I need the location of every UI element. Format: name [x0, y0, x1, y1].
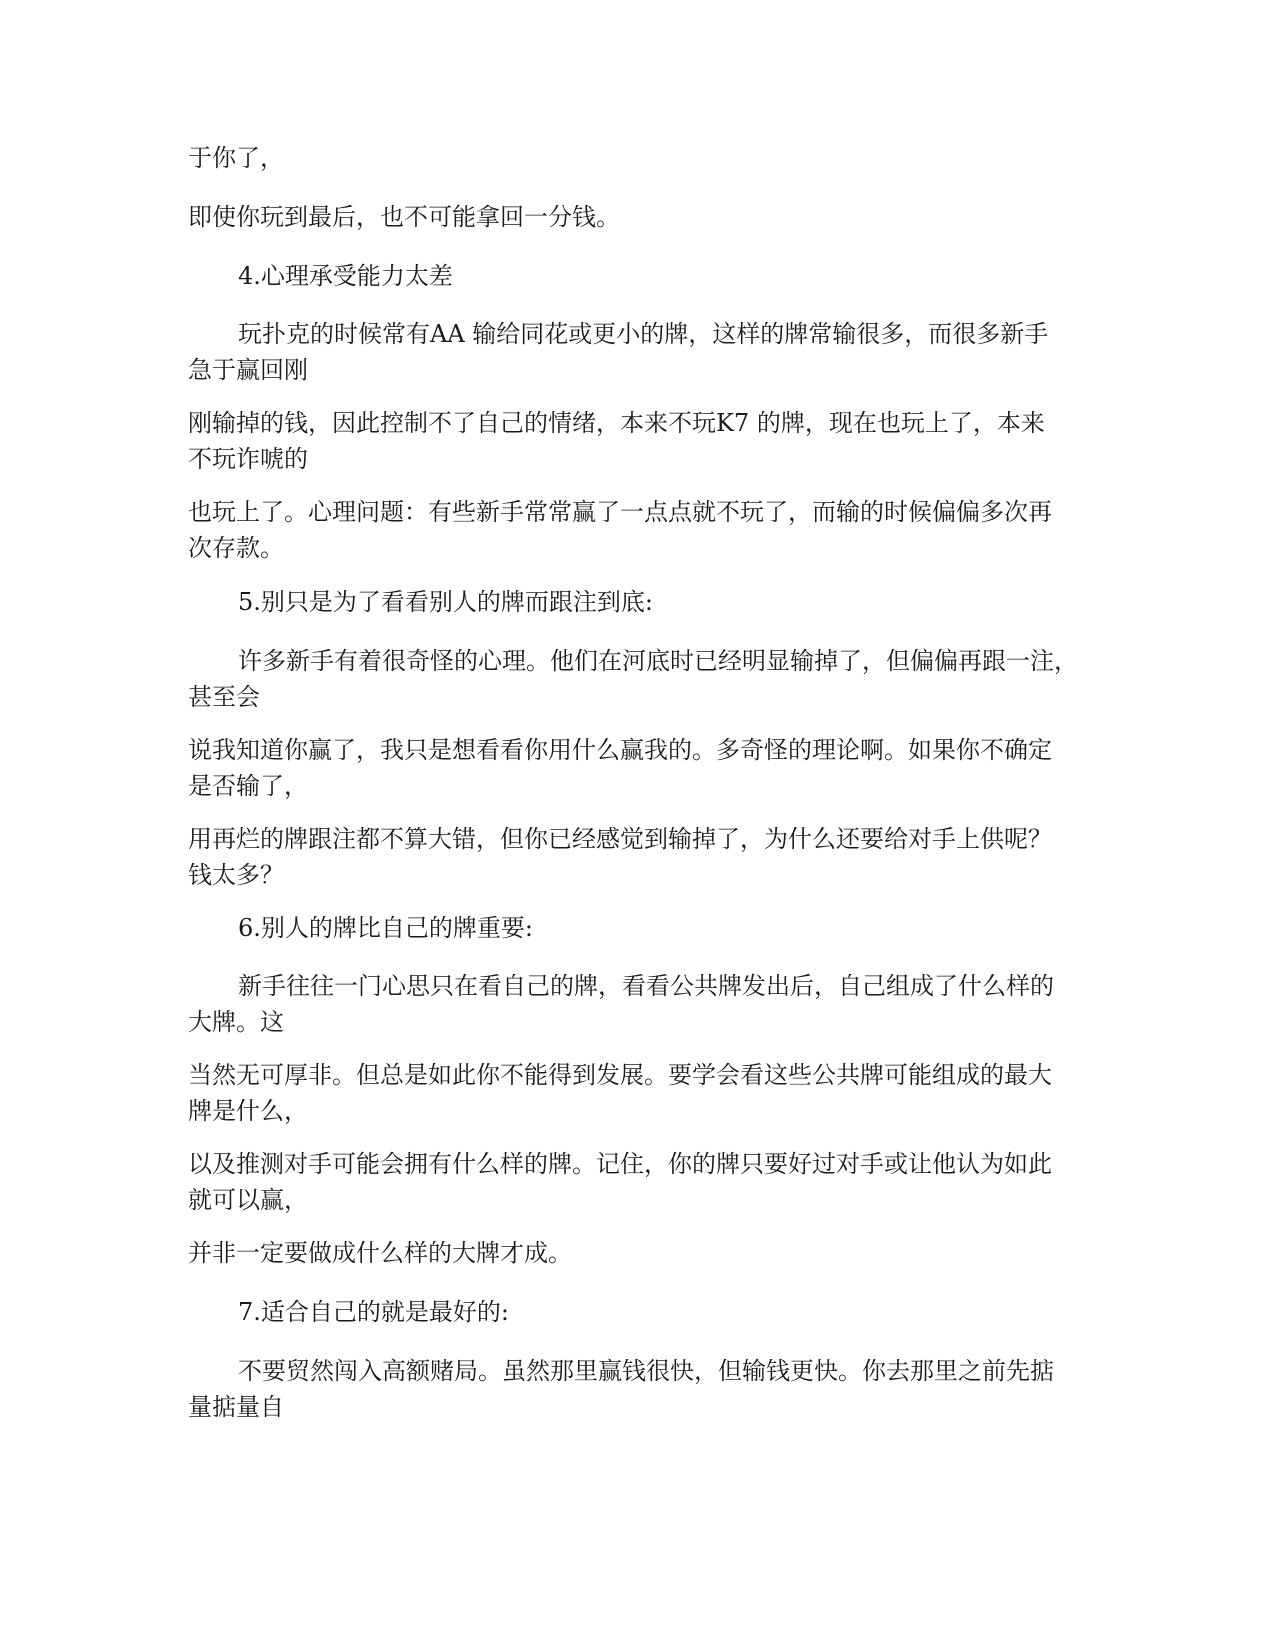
section-heading-7	[238, 1294, 1138, 1330]
paragraph-line: 新手往往一门心思只在看自己的牌，看看公共牌发出后，自己组成了什么样的	[238, 972, 1054, 1000]
paragraph-6	[188, 643, 1088, 715]
paragraph-line: 就可以赢，	[188, 1186, 308, 1214]
paragraph-line: 刚输掉的钱，因此控制不了自己的情绪，本来不玩K7 的牌，现在也玩上了，本来	[188, 409, 1045, 437]
paragraph-11	[188, 1146, 1088, 1218]
paragraph-line: 不要贸然闯入高额赌局。虽然那里赢钱很快，但输钱更快。你去那里之前先掂	[238, 1357, 1054, 1385]
paragraph-line: 用再烂的牌跟注都不算大错，但你已经感觉到输掉了，为什么还要给对手上供呢？	[188, 825, 1052, 853]
paragraph-7	[188, 732, 1088, 804]
heading-text: 5.别只是为了看看别人的牌而跟注到底:	[238, 588, 653, 616]
paragraph-line: 也玩上了。心理问题：有些新手常常赢了一点点就不玩了，而输的时候偏偏多次再	[188, 498, 1052, 526]
paragraph-line: 于你了，	[188, 144, 284, 172]
paragraph-4	[188, 405, 1088, 477]
paragraph-line: 许多新手有着很奇怪的心理。他们在河底时已经明显输掉了，但偏偏再跟一注，	[238, 647, 1078, 675]
paragraph-line: 即使你玩到最后，也不可能拿回一分钱。	[188, 203, 620, 231]
paragraph-line: 钱太多？	[188, 861, 284, 889]
paragraph-line: 急于赢回刚	[188, 356, 308, 384]
paragraph-line: 不玩诈唬的	[188, 445, 308, 473]
heading-text: 7.适合自己的就是最好的:	[238, 1298, 509, 1326]
paragraph-line: 甚至会	[188, 683, 260, 711]
paragraph-1	[188, 140, 1088, 176]
section-heading-5	[238, 584, 1138, 620]
paragraph-line: 说我知道你赢了，我只是想看看你用什么赢我的。多奇怪的理论啊。如果你不确定	[188, 736, 1052, 764]
paragraph-5	[188, 494, 1088, 566]
section-heading-4	[238, 258, 1138, 294]
paragraph-12	[188, 1235, 1088, 1271]
paragraph-line: 是否输了，	[188, 772, 308, 800]
paragraph-line: 量掂量自	[188, 1393, 284, 1421]
heading-text: 6.别人的牌比自己的牌重要:	[238, 914, 533, 942]
section-heading-6	[238, 910, 1138, 946]
paragraph-line: 大牌。这	[188, 1008, 284, 1036]
paragraph-line: 当然无可厚非。但总是如此你不能得到发展。要学会看这些公共牌可能组成的最大	[188, 1061, 1052, 1089]
paragraph-10	[188, 1057, 1088, 1129]
paragraph-2	[188, 199, 1088, 235]
heading-text: 4.心理承受能力太差	[238, 262, 453, 290]
paragraph-13	[188, 1353, 1088, 1425]
paragraph-8	[188, 821, 1088, 893]
paragraph-3	[188, 316, 1088, 388]
paragraph-line: 牌是什么，	[188, 1097, 308, 1125]
paragraph-line: 以及推测对手可能会拥有什么样的牌。记住，你的牌只要好过对手或让他认为如此	[188, 1150, 1052, 1178]
paragraph-9	[188, 968, 1088, 1040]
paragraph-line: 玩扑克的时候常有AA 输给同花或更小的牌，这样的牌常输很多，而很多新手	[238, 320, 1049, 348]
paragraph-line: 次存款。	[188, 534, 284, 562]
paragraph-line: 并非一定要做成什么样的大牌才成。	[188, 1239, 572, 1267]
